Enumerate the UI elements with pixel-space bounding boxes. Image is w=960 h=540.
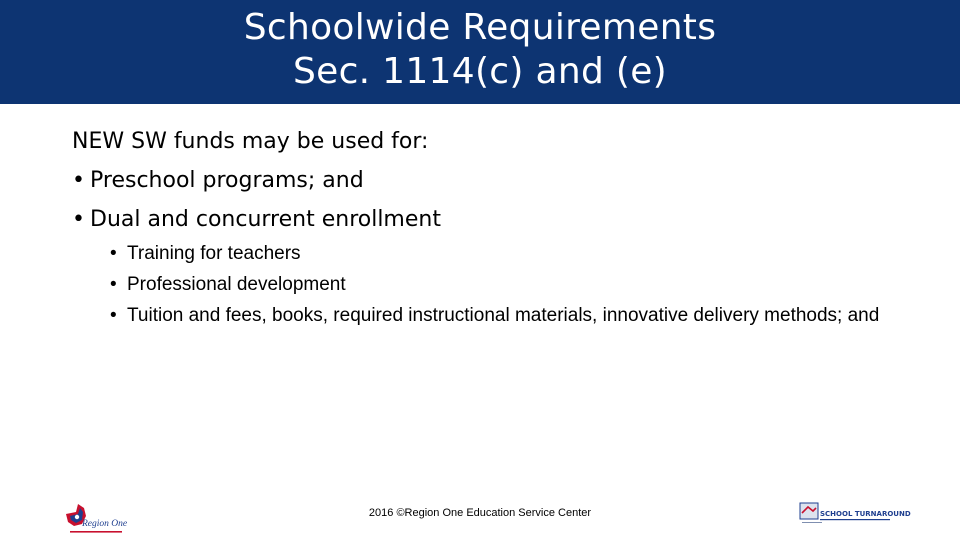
sub-list <box>110 241 892 329</box>
bullet-icon: • <box>72 168 85 193</box>
footer-copyright: 2016 ©Region One Education Service Center <box>368 507 592 519</box>
bullet-icon: • <box>110 305 117 326</box>
sub-list-item-text: Professional development <box>127 274 346 295</box>
list-item-text: Dual and concurrent enrollment <box>90 207 441 232</box>
slide-content <box>72 122 892 334</box>
right-logo-text: SCHOOL TURNAROUND <box>820 510 911 518</box>
slide-subtitle: Sec. 1114(c) and (e) <box>292 51 668 92</box>
slide-title: Schoolwide Requirements <box>243 7 717 48</box>
intro-text: NEW SW funds may be used for: <box>72 129 429 154</box>
school-turnaround-logo-icon <box>798 501 911 527</box>
sub-list-item-text: Training for teachers <box>127 243 301 264</box>
list-item <box>72 161 892 200</box>
title-bar <box>0 0 960 104</box>
bullet-icon: • <box>110 243 117 264</box>
list-item <box>72 200 892 239</box>
list-item-text: Preschool programs; and <box>90 168 364 193</box>
sub-list-item <box>110 272 892 298</box>
sub-list-item <box>110 303 892 329</box>
sub-list-item <box>110 241 892 267</box>
left-logo-text: Region One <box>82 519 128 529</box>
sub-list-item-text: Tuition and fees, books, required instructional materials, innovative delivery methods; and <box>127 305 880 326</box>
bullet-icon: • <box>72 207 85 232</box>
bullet-icon: • <box>110 274 117 295</box>
